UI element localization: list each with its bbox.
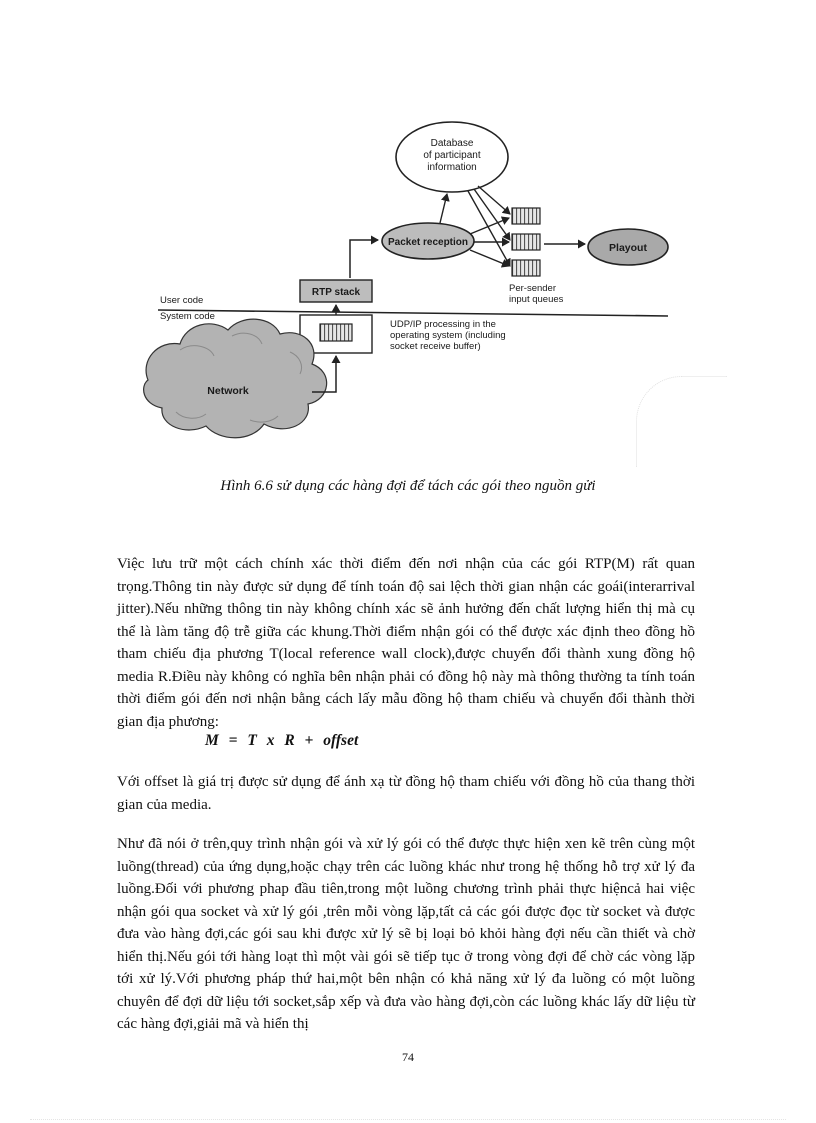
per-sender-label-line1: Per-sender [509, 283, 556, 294]
rtp-stack-label: RTP stack [311, 287, 361, 298]
figure-caption: Hình 6.6 sử dụng các hàng đợi để tách các gói theo nguồn gửi [220, 478, 596, 494]
bottom-rule [30, 1119, 786, 1120]
database-label-line2: of participant [423, 150, 481, 161]
paragraph-2: Với offset là giá trị được sử dụng để ánh xạ từ đồng hộ tham chiếu với đồng hồ của thang thời gian của media. [117, 774, 695, 813]
input-queue-3 [512, 260, 540, 276]
network-label: Network [207, 385, 249, 397]
packet-reception-label: Packet reception [387, 237, 469, 248]
playout-label: Playout [609, 242, 647, 254]
udp-ip-label-line2: operating system (including [390, 330, 506, 341]
paragraph-1: Việc lưu trữ một cách chính xác thời điểm đến nơi nhận của các gói RTP(M) rất quan trọng.Thông tin này được sử dụng để tính toán độ sai lệch thời gian nhận các goái(interarrival jitter).Nếu những thông tin này không chính xác sẽ ảnh hưởng đến chất lượng hiển thị mà cụ thể là làm tăng độ trễ giữa các khung.Thời điểm nhận gói có thể được xác định theo đồng hồ tham chiếu địa phương T(local reference wall clock),được chuyển đổi thành xung đồng hộ media R.Điều này không có nghĩa bên nhận phải có đồng hộ này mà thông thường ta tính toán thời điểm gói đến nơi nhận bằng cách lấy mẫu đồng hộ tham chiếu và chuyển đổi thành thời gian địa phương: [117, 556, 695, 730]
system-code-label: System code [160, 311, 215, 322]
paragraph-3: Như đã nói ở trên,quy trình nhận gói và xử lý gói có thể được thực hiện xen kẽ trên cùng một luồng(thread) của ứng dụng,hoặc chạy trên các luồng khác như trong hệ thống hỗ trợ xử lý đa luồng.Đối với phương phap đầu tiên,trong một luồng chương trình phải thực hiệncả hai việc nhận gói qua socket và xử lý gói ,trên mỗi vòng lặp,tất cả các gói được đọc từ socket và được đưa vào hàng đợi,các gói sau khi được xử lý sẽ bị loại bỏ khỏi hàng đợi nếu cần thiết và chờ hiển thị.Nếu gói tới hàng loạt thì một vài gói sẽ tiếp tục ở trong vòng đợi để chờ các vòng lặp tới xử lý.Với phương pháp thứ hai,một bên nhận có khả năng xử lý đa luồng có một luồng chuyên để đợi dữ liệu tới socket,sắp xếp và đưa vào hàng đợi,còn các luồng khác lấy dữ liệu từ các hàng đợi,giải mã và hiển thị [117, 836, 695, 1032]
udp-ip-label-line3: socket receive buffer) [390, 341, 481, 352]
reception-to-queue-arrow-1 [470, 218, 509, 234]
rtp-to-reception-arrow [350, 240, 378, 278]
database-label-line3: information [427, 162, 477, 173]
input-queue-2 [512, 234, 540, 250]
socket-buffer-queue [320, 324, 352, 341]
input-queue-1 [512, 208, 540, 224]
reception-to-db-arrow [440, 194, 447, 223]
per-sender-label-line2: input queues [509, 294, 564, 305]
db-to-queue-arrow-3 [468, 191, 510, 266]
page-number: 74 [402, 1050, 414, 1064]
db-to-queue-arrow-1 [478, 186, 510, 214]
network-cloud [144, 319, 327, 438]
database-label-line1: Database [430, 138, 474, 149]
scan-artifact [636, 376, 727, 467]
formula: M = T x R + offset [205, 732, 359, 749]
figure-rtp-receiver-diagram [140, 120, 680, 465]
diagram-svg [140, 120, 680, 465]
db-to-queue-arrow-2 [474, 189, 510, 240]
user-code-label: User code [160, 295, 204, 306]
user-system-divider [158, 310, 668, 316]
udp-ip-label-line1: UDP/IP processing in the [390, 319, 496, 330]
